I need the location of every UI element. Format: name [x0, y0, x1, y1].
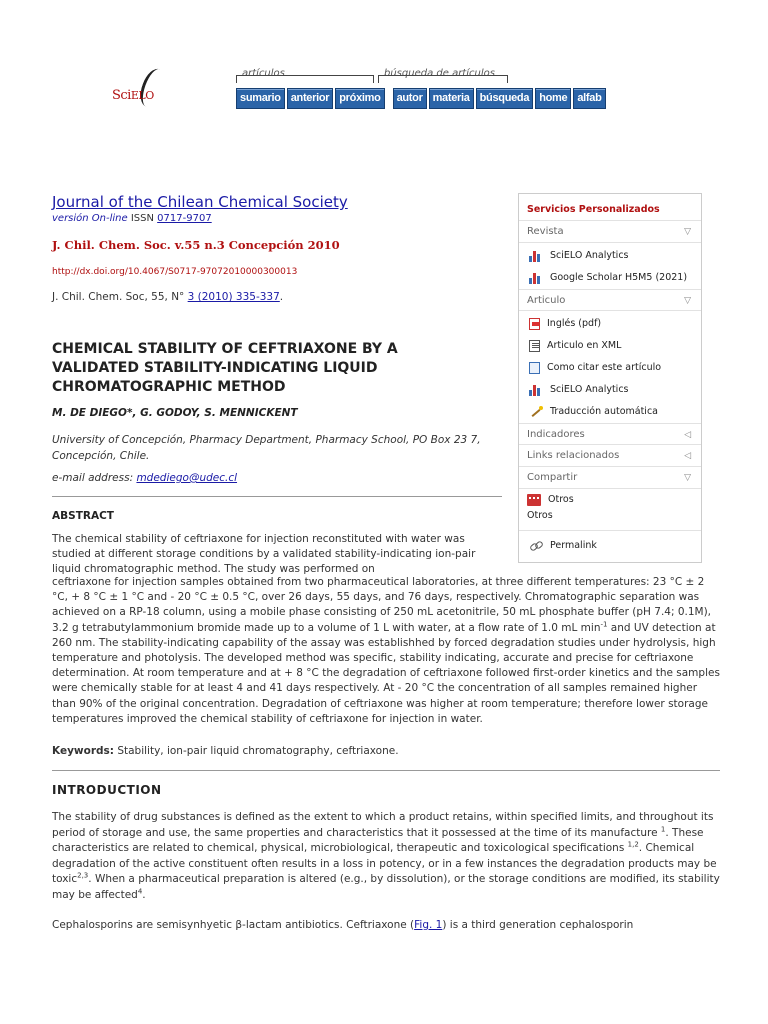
sidebar-section-indicadores[interactable]: Indicadores ◁ [519, 423, 701, 445]
issn-line [52, 213, 212, 224]
nav-autor-button[interactable]: autor [393, 88, 427, 109]
chevron-down-icon: ▽ [684, 296, 691, 306]
reference-line: J. Chil. Chem. Soc, 55, N° 3 (2010) 335-337. [52, 291, 284, 303]
fig-1-link[interactable]: Fig. 1 [414, 919, 443, 931]
sidebar-item-share-otros[interactable]: Otros [519, 492, 701, 508]
sidebar-item-otros[interactable]: Otros [527, 510, 553, 521]
nav-busqueda-label: búsqueda de artículos [384, 68, 495, 79]
nav-materia-button[interactable]: materia [429, 88, 474, 109]
nav-articulos-bracket [236, 75, 374, 83]
nav-home-button[interactable]: home [535, 88, 571, 109]
citation-line: J. Chil. Chem. Soc. v.55 n.3 Concepción 2010 [52, 238, 340, 252]
introduction-paragraph-1: The stability of drug substances is defined as the extent to which a product retains, within specified limits, and throughout its period of storage and use, the same properties and characteristics that it possessed at the time of its manufacture $^1$. These characteristics are related to chemical, physical, microbiological, therapeutic and toxicological specifications $^{1,2}$. Chemical degradation of the active constituent often results in a loss in potency, or in a few instances the degradation products may be toxic$^{2,3}$. When a pharmaceutical preparation is altered (e.g., by dissolution), or the storage conditions are modified, its stability may be affected$^4$. [52, 811, 720, 901]
services-sidebar [518, 193, 702, 563]
chevron-left-icon: ◁ [684, 430, 691, 440]
sidebar-item-cite[interactable]: Como citar este artículo [519, 357, 701, 379]
document-icon [529, 340, 540, 352]
journal-title-link[interactable]: Journal of the Chilean Chemical Society [52, 193, 348, 211]
sidebar-item-scielo-analytics-articulo[interactable]: SciELO Analytics [519, 379, 701, 401]
bar-chart-icon [529, 250, 543, 262]
nav-bar [236, 88, 606, 109]
logo-text: SciELO [112, 88, 154, 103]
introduction-paragraph-2: Cephalosporins are semisynhyetic β-lactam antibiotics. Ceftriaxone (Fig. 1) is a third generation cephalosporin [52, 919, 634, 931]
sidebar-section-articulo[interactable]: Articulo ▽ [519, 289, 701, 311]
email-line [52, 472, 237, 484]
nav-sumario-button[interactable]: sumario [236, 88, 285, 109]
article-authors: M. DE DIEGO*, G. GODOY, S. MENNICKENT [52, 407, 298, 419]
nav-proximo-button[interactable]: próximo [335, 88, 384, 109]
nav-articulos-label: artículos [242, 68, 285, 79]
issn-link[interactable]: 0717-9707 [157, 213, 212, 224]
cite-document-icon [529, 362, 540, 374]
version-label: versión On-line [52, 213, 128, 224]
sidebar-item-translate[interactable]: Traducción automática [519, 401, 701, 423]
nav-busqueda-bracket [378, 75, 508, 83]
chevron-down-icon: ▽ [684, 473, 691, 483]
nav-busqueda-button[interactable]: búsqueda [476, 88, 534, 109]
sidebar-item-scielo-analytics-revista[interactable]: SciELO Analytics [519, 245, 701, 267]
magic-wand-icon [529, 406, 543, 418]
bar-chart-icon [529, 384, 543, 396]
sidebar-item-google-scholar[interactable]: Google Scholar H5M5 (2021) [519, 267, 701, 289]
divider [52, 496, 502, 497]
sidebar-section-revista[interactable]: Revista ▽ [519, 221, 701, 243]
scielo-logo [112, 68, 172, 113]
divider [52, 770, 720, 771]
article-affiliation: University of Concepción, Pharmacy Department, Pharmacy School, PO Box 23 7, Concepción, Chile. [52, 434, 481, 462]
abstract-paragraph-1: The chemical stability of ceftriaxone for injection reconstituted with water was studied at different storage conditions by a validated stability-indicating ion-pair liquid chromatographic method. The study was performed on [52, 533, 476, 576]
email-link[interactable]: mdediego@udec.cl [136, 472, 238, 484]
sidebar-item-pdf[interactable]: Inglés (pdf) [519, 313, 701, 335]
abstract-paragraph-2: ceftriaxone for injection samples obtained from two pharmaceutical laboratories, at three different temperatures: 23 °C ± 2 °C, + 8 °C ± 1 °C and - 20 °C ± 0.5 °C, over 26 days, 55 days, and 76 days, respectively. Chromatographic separation was achieved on a RP-18 column, using a mobile phase consisting of 250 mL acetonitrile, 50 mL phosphate buffer (pH 7.4; 0.1M), 3.2 g tetrabutylammonium bromide made up to a volume of 1 L with water, at a flow rate of 1.0 mL $\min^{-1}$ and UV detection at 260 nm. The stability-indicating capability of the assay was establishhed by forced degradation studies under hydrolysis, high temperature and photolysis. The developed method was specific, stability indicating, accurate and precise for ceftriaxone determination. At room temperature and at + 8 °C the degradation of ceftriaxone followed first-order kinetics and the samples were chemically stable for at least 4 and 41 days respectively. At - 20 °C the concentration of all samples remained higher than 90% of the original concentration. Degradation of ceftriaxone was higher at room temperature; therefore lower storage temperatures improved the chemical stability of ceftriaxone for injection in water. [52, 576, 720, 725]
nav-anterior-button[interactable]: anterior [287, 88, 334, 109]
link-icon [529, 540, 543, 552]
bar-chart-icon [529, 272, 543, 284]
sidebar-section-links[interactable]: Links relacionados ◁ [519, 445, 701, 467]
keywords-line [52, 745, 399, 757]
share-icon [527, 494, 541, 506]
nav-alfab-button[interactable]: alfab [573, 88, 605, 109]
email-label: e-mail address: [52, 472, 134, 484]
chevron-left-icon: ◁ [684, 451, 691, 461]
abstract-heading: ABSTRACT [52, 510, 114, 522]
keywords-label: Keywords: [52, 745, 114, 757]
introduction-heading: INTRODUCTION [52, 783, 162, 797]
keywords-text: Stability, ion-pair liquid chromatography, ceftriaxone. [113, 745, 399, 757]
issn-label: ISSN [130, 213, 154, 224]
sidebar-item-permalink[interactable]: Permalink [519, 535, 701, 557]
chevron-down-icon: ▽ [684, 227, 691, 237]
sidebar-item-xml[interactable]: Articulo en XML [519, 335, 701, 357]
issue-pages-link[interactable]: 3 (2010) 335-337 [187, 291, 280, 303]
sidebar-section-compartir[interactable]: Compartir ▽ [519, 467, 701, 489]
doi-link[interactable]: http://dx.doi.org/10.4067/S0717-97072010000300013 [52, 267, 298, 277]
sidebar-title: Servicios Personalizados [519, 194, 701, 221]
pdf-icon [529, 318, 540, 330]
article-title: CHEMICAL STABILITY OF CEFTRIAXONE BY A VALIDATED STABILITY-INDICATING LIQUID CHROMATOGRAPHIC METHOD [52, 341, 398, 395]
